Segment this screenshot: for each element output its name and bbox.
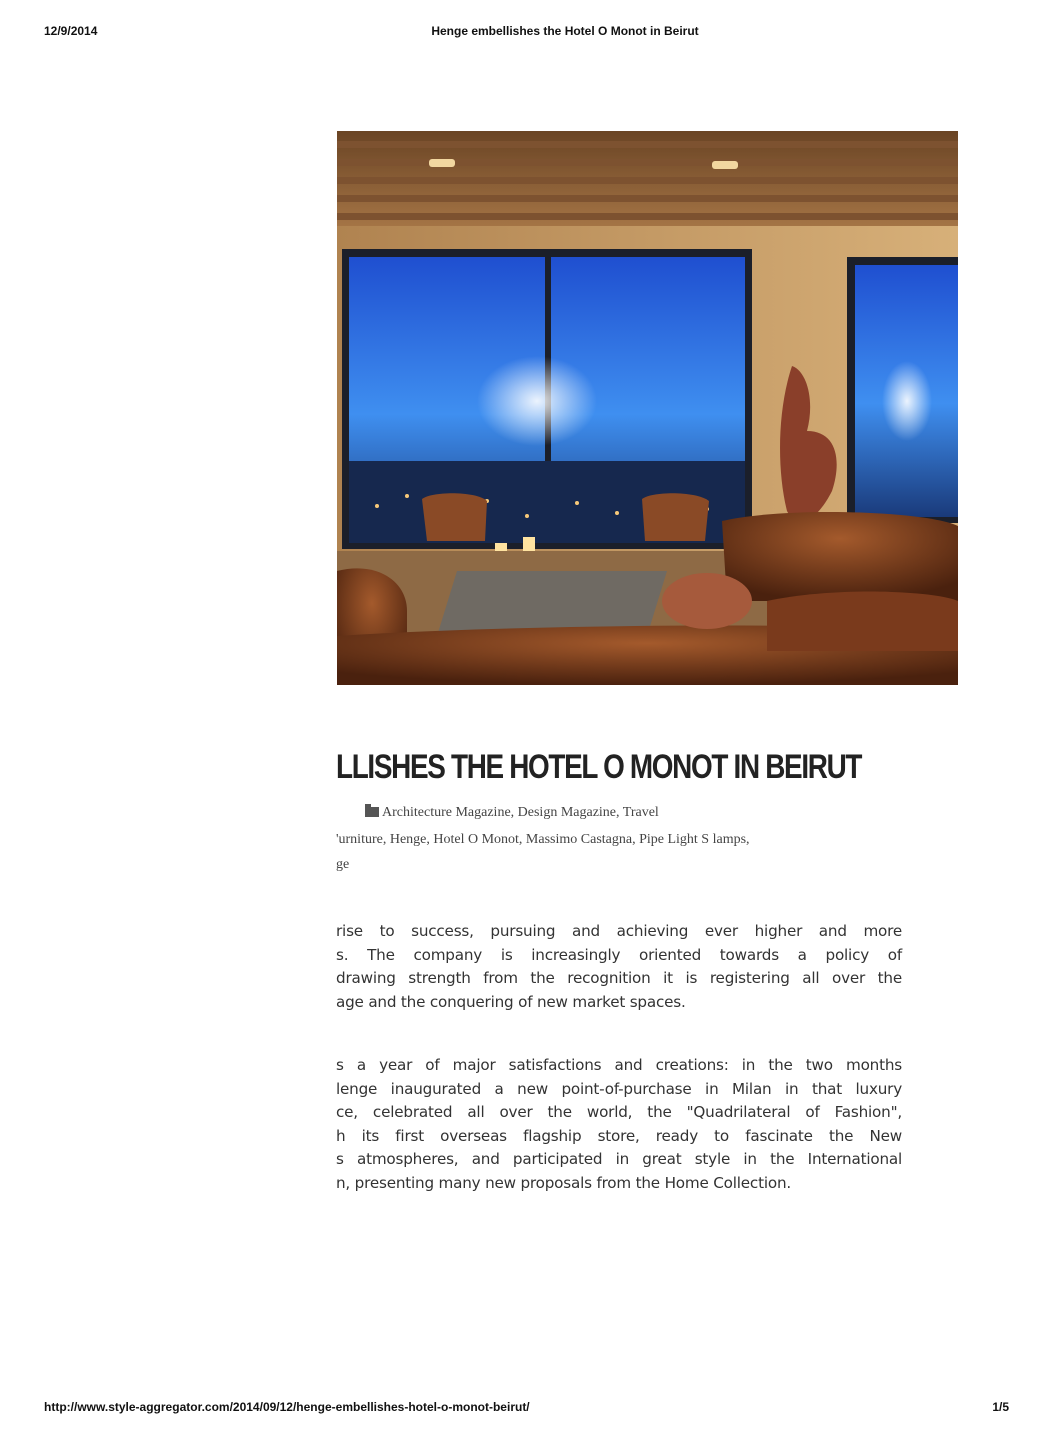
paragraph-line: s a year of major satisfactions and creations: in the two months — [336, 1056, 902, 1074]
tag-links[interactable]: 'urniture, Henge, Hotel O Monot, Massimo Castagna, Pipe Light S lamps, — [336, 832, 750, 847]
category-line — [365, 805, 925, 821]
paragraph-line: drawing strength from the recognition it is registering all over the — [336, 969, 902, 987]
paragraph-line: rise to success, pursuing and achieving ever higher and more — [336, 922, 902, 940]
paragraph-line: h its first overseas flagship store, ready to fascinate the New — [336, 1126, 902, 1145]
article-paragraph-2 — [336, 1054, 902, 1195]
article-paragraph-1 — [336, 920, 902, 1014]
tag-links-tail[interactable]: ge — [336, 857, 350, 872]
category-links[interactable]: Architecture Magazine, Design Magazine, Travel — [382, 805, 659, 820]
print-page-number: 1/5 — [992, 1400, 1009, 1414]
paragraph-line: s. The company is increasingly oriented towards a policy of — [336, 945, 902, 964]
folder-icon — [365, 807, 379, 817]
paragraph-line: age and the conquering of new market spaces. — [336, 992, 686, 1011]
paragraph-line: ce, celebrated all over the world, the "Quadrilateral of Fashion", — [336, 1103, 902, 1121]
paragraph-line: n, presenting many new proposals from the Home Collection. — [336, 1173, 791, 1192]
paragraph-line: s atmospheres, and participated in great style in the International — [336, 1150, 902, 1168]
paragraph-line: lenge inaugurated a new point-of-purchase in Milan in that luxury — [336, 1079, 902, 1098]
hero-photo — [337, 131, 958, 685]
article-title: LLISHES THE HOTEL O MONOT IN BEIRUT — [336, 748, 862, 786]
print-header-title: Henge embellishes the Hotel O Monot in Beirut — [431, 24, 699, 38]
print-date: 12/9/2014 — [44, 24, 98, 38]
print-footer-url: http://www.style-aggregator.com/2014/09/12/henge-embellishes-hotel-o-monot-beirut/ — [44, 1400, 530, 1414]
